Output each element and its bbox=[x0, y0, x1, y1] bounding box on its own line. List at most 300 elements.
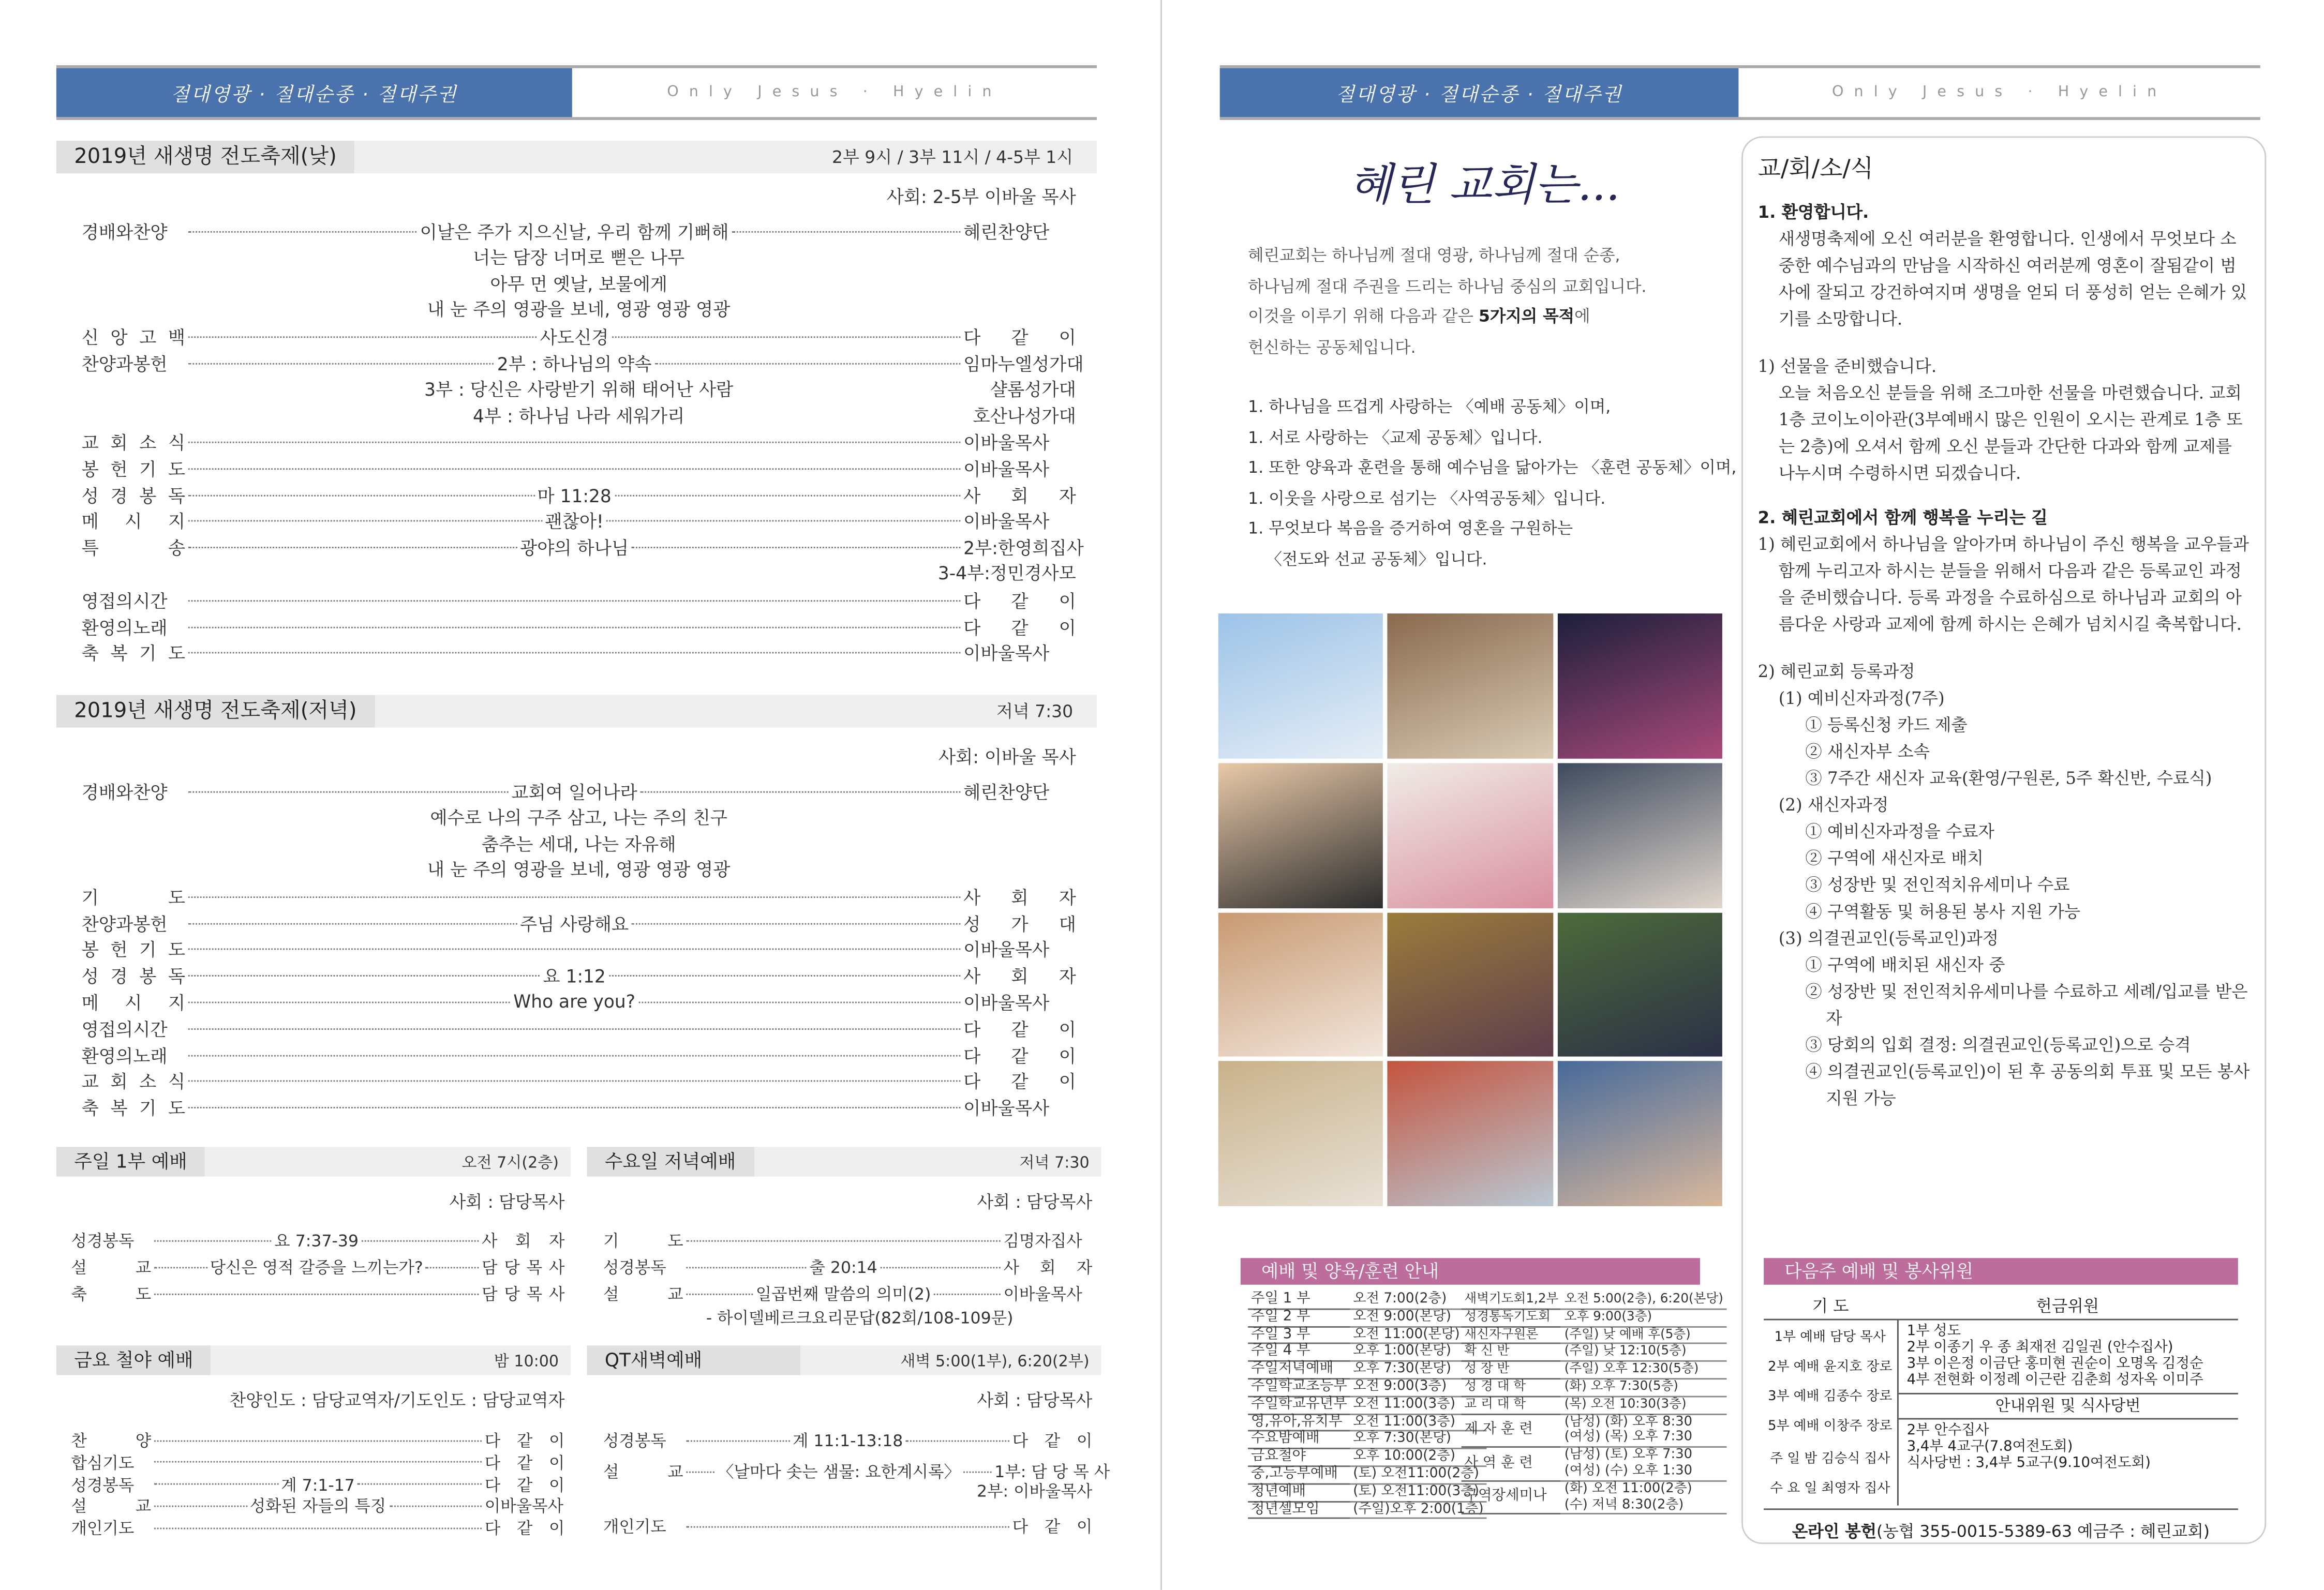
row-right: 다 같 이 bbox=[484, 1431, 565, 1451]
row-center: 교회여 일어나라 bbox=[511, 782, 637, 803]
row-label: 경배와찬양 bbox=[81, 221, 168, 243]
schedule-time: (여성) (목) 오후 7:30 bbox=[1561, 1431, 1726, 1447]
order-row bbox=[82, 778, 1076, 805]
purpose-item: 1. 또한 양육과 훈련을 통해 예수님을 닮아가는 〈훈련 공동체〉이며, bbox=[1248, 458, 1737, 477]
row-center: 사도신경 bbox=[540, 327, 609, 348]
order-row bbox=[82, 587, 1076, 614]
row-right: 혜린찬양단 bbox=[963, 782, 1050, 803]
schedule-label: 새벽기도회1,2부 bbox=[1462, 1292, 1561, 1309]
row-right: 이바울목사 bbox=[963, 459, 1050, 480]
leader-dots bbox=[358, 1483, 482, 1485]
course-step: ③ 7주간 새신자 교육(환영/구원론, 5주 확신반, 수료식) bbox=[1805, 769, 2212, 789]
row-middle bbox=[185, 1081, 963, 1082]
row-middle bbox=[151, 1228, 482, 1252]
leader-dots bbox=[188, 362, 494, 364]
row-right: 사 회 자 bbox=[963, 966, 1076, 987]
purpose-item: 〈전도와 선교 공동체〉입니다. bbox=[1265, 549, 1487, 568]
leader-dots bbox=[906, 1439, 1009, 1441]
prayer-item: 2부 예배 윤지호 장로 bbox=[1768, 1360, 1893, 1375]
row-middle bbox=[185, 1107, 963, 1108]
leader-dots bbox=[686, 1266, 806, 1268]
schedule-time: (주일)오후 2:00(1층) bbox=[1350, 1501, 1486, 1519]
schedule-row bbox=[1462, 1481, 1726, 1497]
leader-dots bbox=[686, 1439, 789, 1441]
row-center: 요 1:12 bbox=[543, 966, 606, 987]
row-label: 축 복 기 도 bbox=[81, 1098, 186, 1119]
leader-text: 사회: 2-5부 이바울 목사 bbox=[886, 186, 1076, 208]
roster-heading: 다음주 예배 및 봉사위원 bbox=[1764, 1258, 2238, 1285]
row-center: 마 11:28 bbox=[537, 485, 612, 506]
schedule-label: 성경통독기도회 bbox=[1462, 1309, 1561, 1326]
row-right: 이바울목사 bbox=[963, 993, 1050, 1014]
usher-header: 안내위원 및 식사당번 bbox=[1898, 1393, 2238, 1420]
wednesday-heading bbox=[587, 1147, 1101, 1176]
course-step: ② 새신자부 소속 bbox=[1805, 742, 1930, 762]
row-right: 혜린찬양단 bbox=[963, 221, 1050, 243]
row-label: 특 송 bbox=[81, 538, 186, 559]
order-row bbox=[82, 883, 1076, 910]
leader-dots bbox=[640, 790, 961, 792]
course-title: (1) 예비신자과정(7주) bbox=[1778, 689, 1945, 709]
news-paragraph: 1) 혜린교회에서 하나님을 알아가며 하나님이 주신 행복을 교우들과 함께 누리고자 하시는 분들을 위해서 다음과 같은 등록교인 과정을 준비했습니다. 등록 과정을 수료하심으로 하나님과 교회의 아름다운 사랑과 교제에 함께 하시는 은혜가 넘치시길 축복합니다. bbox=[1757, 535, 2249, 635]
section-title: QT새벽예배 bbox=[587, 1345, 800, 1375]
row-right: 3-4부:정민경사모 bbox=[937, 563, 1076, 584]
course-title: (2) 새신자과정 bbox=[1778, 796, 1889, 815]
sunday-first-heading bbox=[56, 1147, 571, 1176]
schedule-label: 금요철야 bbox=[1248, 1449, 1350, 1466]
schedule-label: 성 장 반 bbox=[1462, 1361, 1561, 1379]
row-label: 성 경 봉 독 bbox=[81, 966, 186, 987]
offering-item bbox=[1907, 1372, 2229, 1389]
row-middle bbox=[683, 1429, 1012, 1452]
row-label: 축 복 기 도 bbox=[81, 643, 186, 665]
row-right: 다 같 이 bbox=[484, 1475, 565, 1495]
row-right: 김명자집사 bbox=[1003, 1231, 1082, 1251]
sanctuary-service-photo bbox=[1388, 613, 1553, 758]
course-step: ② 성장반 및 전인적치유세미나를 수료하고 세례/입교를 받은자 bbox=[1805, 982, 2248, 1029]
schedule-label: 주일저녁예배 bbox=[1248, 1361, 1350, 1379]
row-middle bbox=[185, 535, 963, 560]
order-row bbox=[603, 1427, 1092, 1454]
row-center: Who are you? bbox=[513, 992, 635, 1013]
prayer-item: 3부 예배 김종수 장로 bbox=[1768, 1390, 1893, 1405]
leader-dots bbox=[188, 1001, 511, 1003]
row-right: 다 같 이 bbox=[963, 1072, 1076, 1093]
row-center: 〈날마다 솟는 샘물: 요한계시록〉 bbox=[717, 1462, 960, 1482]
row-center: 주님 사랑해요 bbox=[520, 913, 629, 935]
leader-dots bbox=[934, 1293, 1001, 1295]
row-center: 이날은 주가 지으신날, 우리 함께 기뻐해 bbox=[420, 221, 729, 243]
row-middle bbox=[185, 963, 963, 988]
friday-heading bbox=[56, 1345, 571, 1375]
leader-dots bbox=[188, 494, 534, 496]
row-middle bbox=[185, 508, 963, 534]
prayer-item: 수 요 일 최영자 집사 bbox=[1770, 1481, 1890, 1497]
leader-dots bbox=[609, 975, 961, 977]
row-right: 사 회 자 bbox=[963, 887, 1076, 908]
row-right: 임마누엘성가대 bbox=[963, 353, 1084, 374]
schedule-label: 구역장세미나 bbox=[1462, 1481, 1561, 1514]
leader-dots bbox=[188, 922, 517, 924]
motto-english: Only Jesus · Hyelin bbox=[667, 84, 1002, 101]
row-right: 다 같 이 bbox=[963, 327, 1076, 348]
row-middle bbox=[185, 652, 963, 654]
section-title: 수요일 저녁예배 bbox=[587, 1147, 753, 1176]
section-time: 2부 9시 / 3부 11시 / 4-5부 1시 bbox=[832, 146, 1074, 168]
news-title: 교/회/소/식 bbox=[1757, 154, 1874, 183]
schedule-row bbox=[1248, 1483, 1486, 1501]
row-right: 담 당 목 사 bbox=[482, 1284, 565, 1304]
schedule-row bbox=[1462, 1326, 1726, 1344]
row-label: 기 도 bbox=[603, 1231, 683, 1251]
leader-dots bbox=[188, 520, 542, 522]
row-label: 개인기도 bbox=[71, 1519, 135, 1539]
leader-dots bbox=[686, 1293, 753, 1295]
offering-part: 1부 bbox=[1906, 1323, 1930, 1340]
leader-dots bbox=[154, 1462, 482, 1463]
schedule-time: (주일) 낮 12:10(5층) bbox=[1561, 1344, 1726, 1361]
outdoor-group-photo bbox=[1557, 912, 1722, 1057]
leader-dots bbox=[154, 1505, 247, 1507]
row-label: 메 시 지 bbox=[81, 993, 186, 1014]
five-purposes-emphasis: 5가지의 목적 bbox=[1478, 307, 1575, 326]
church-news bbox=[1758, 156, 2250, 1113]
row-right: 사 회 자 bbox=[1003, 1258, 1093, 1278]
row-middle bbox=[185, 482, 963, 507]
row-right: 호산나성가대 bbox=[973, 405, 1076, 426]
row-center: 계 7:1-17 bbox=[281, 1475, 355, 1495]
schedule-time: 오전 11:00(3층) bbox=[1350, 1414, 1486, 1431]
course-step: ③ 성장반 및 전인적치유세미나 수료 bbox=[1805, 876, 2070, 895]
section-title: 주일 1부 예배 bbox=[56, 1147, 205, 1176]
intro-line: 헌신하는 공동체입니다. bbox=[1248, 337, 1416, 356]
row-label: 찬양과봉헌 bbox=[81, 913, 168, 935]
leader-dots bbox=[154, 1527, 482, 1529]
row-label: 기 도 bbox=[81, 887, 186, 908]
order-row bbox=[82, 482, 1076, 508]
leader-dots bbox=[426, 1266, 479, 1268]
row-label: 교 회 소 식 bbox=[81, 432, 186, 454]
order-row bbox=[603, 1227, 1092, 1254]
intro-line: 혜린교회는 하나님께 절대 영광, 하나님께 절대 순종, bbox=[1248, 246, 1620, 265]
women-autumn-photo bbox=[1388, 912, 1553, 1057]
row-label: 신 앙 고 백 bbox=[81, 327, 186, 348]
schedule-label: 주일학교유년부 bbox=[1248, 1396, 1350, 1414]
row-middle bbox=[185, 219, 963, 244]
schedule-label: 제 자 훈 련 bbox=[1462, 1414, 1561, 1447]
row-label: 봉 헌 기 도 bbox=[81, 940, 186, 961]
leader-dots bbox=[188, 468, 961, 469]
schedule-row bbox=[1248, 1292, 1486, 1309]
section-time: 새벽 5:00(1부), 6:20(2부) bbox=[900, 1352, 1090, 1370]
schedule-row bbox=[1462, 1309, 1726, 1326]
continuation-line: 너는 담장 너머로 뻗은 나무 bbox=[473, 247, 685, 268]
schedule-row bbox=[1248, 1326, 1486, 1344]
row-right: 이바울목사 bbox=[963, 432, 1050, 454]
schedule-label: 교 리 대 학 bbox=[1462, 1396, 1561, 1414]
schedule-time: (여성) (수) 오후 1:30 bbox=[1561, 1464, 1726, 1480]
row-label: 성경봉독 bbox=[71, 1231, 135, 1251]
schedule-time: (주일) 오후 12:30(5층) bbox=[1561, 1361, 1726, 1379]
leader-dots bbox=[612, 336, 960, 337]
row-label: 봉 헌 기 도 bbox=[81, 459, 186, 480]
leader-dots bbox=[880, 1266, 1000, 1268]
course-step: ① 구역에 배치된 새신자 중 bbox=[1805, 955, 2005, 976]
prayer-item: 5부 예배 이창주 장로 bbox=[1768, 1419, 1893, 1435]
schedule-table-left bbox=[1248, 1292, 1486, 1519]
order-row bbox=[82, 989, 1076, 1016]
order-row bbox=[603, 1513, 1092, 1540]
order-row bbox=[82, 1015, 1076, 1042]
row-middle bbox=[185, 599, 963, 601]
course-step: ③ 당회의 입회 결정: 의결권교인(등록교인)으로 승격 bbox=[1805, 1036, 2191, 1055]
course-step: ① 등록신청 카드 제출 bbox=[1805, 715, 1968, 735]
order-row bbox=[82, 429, 1076, 456]
row-middle bbox=[185, 351, 963, 376]
row-right: 다 같 이 bbox=[1012, 1517, 1093, 1537]
motto-banner: 절대영광 · 절대순종 · 절대주권 bbox=[1220, 68, 1739, 117]
sermon-subtitle: - 하이델베르크요리문답(82회/108-109문) bbox=[706, 1308, 1014, 1328]
row-center: 일곱번째 말씀의 의미(2) bbox=[755, 1284, 931, 1304]
leader-dots bbox=[638, 1001, 961, 1003]
roster-table bbox=[1764, 1292, 2238, 1542]
order-row bbox=[82, 1068, 1076, 1095]
order-row bbox=[71, 1227, 565, 1254]
row-right: 다 같 이 bbox=[1012, 1431, 1093, 1451]
order-row bbox=[82, 613, 1076, 640]
qt-dawn-heading bbox=[587, 1345, 1101, 1375]
row-right: 이바울목사 bbox=[963, 940, 1050, 961]
row-middle bbox=[185, 441, 963, 443]
leader-dots bbox=[154, 1266, 207, 1268]
section-time: 저녁 7:30 bbox=[1019, 1153, 1090, 1172]
news-subheading: 2) 혜린교회 등록과정 bbox=[1757, 662, 1915, 682]
schedule-row bbox=[1462, 1414, 1726, 1430]
order-row bbox=[71, 1514, 565, 1541]
continuation-line: 4부 : 하나님 나라 세워가리 bbox=[473, 405, 685, 426]
row-right: 성 가 대 bbox=[963, 913, 1076, 935]
row-label: 환영의노래 bbox=[81, 617, 168, 638]
row-right: 다 같 이 bbox=[963, 1045, 1076, 1067]
online-offering: 온라인 봉헌(농협 355-0015-5389-63 예금주 : 혜린교회) bbox=[1764, 1508, 2238, 1542]
schedule-time: (화) 오후 7:30(5층) bbox=[1561, 1379, 1726, 1397]
leader-dots bbox=[188, 1107, 961, 1108]
offering-names: 이은정 이금단 홍미현 권순이 오명옥 김정순 bbox=[1933, 1356, 2203, 1372]
news-heading: 1. 환영합니다. bbox=[1757, 203, 1869, 222]
leader-dots bbox=[963, 1471, 992, 1472]
order-row bbox=[82, 218, 1076, 245]
order-row bbox=[603, 1254, 1092, 1281]
schedule-time: 오전 9:00(본당) bbox=[1350, 1309, 1486, 1326]
schedule-time: 오후 9:00(3층) bbox=[1561, 1309, 1726, 1326]
continuation-line: 춤추는 세대, 나는 자유해 bbox=[481, 833, 676, 854]
schedule-time: (화) 오전 11:00(2층) bbox=[1564, 1481, 1692, 1496]
row-label: 설 교 bbox=[71, 1497, 152, 1517]
youth-group-photo bbox=[1557, 763, 1722, 908]
three-girls-photo bbox=[1218, 912, 1383, 1057]
news-heading: 2. 혜린교회에서 함께 행복을 누리는 길 bbox=[1757, 508, 2048, 528]
course-step: ④ 의결권교인(등록교인)이 된 후 공동의회 투표 및 모든 봉사 지원 가능 bbox=[1805, 1062, 2250, 1108]
schedule-table-right bbox=[1462, 1292, 1726, 1515]
day-service-heading bbox=[56, 141, 1097, 173]
order-row bbox=[82, 936, 1076, 963]
leader-dots bbox=[389, 1505, 482, 1507]
leader-dots bbox=[607, 520, 961, 522]
row-right: 이바울목사 bbox=[963, 1098, 1050, 1119]
schedule-time: 오후 7:30(본당) bbox=[1350, 1431, 1486, 1449]
row-middle bbox=[185, 778, 963, 804]
schedule-time: 오전 5:00(2층), 6:20(본당) bbox=[1561, 1292, 1726, 1309]
row-label: 합심기도 bbox=[71, 1453, 135, 1473]
row-right: 다 같 이 bbox=[963, 1019, 1076, 1040]
course-step: ① 예비신자과정을 수료자 bbox=[1805, 822, 1994, 842]
leader-text: 찬양인도 : 담당교역자/기도인도 : 담당교역자 bbox=[229, 1390, 565, 1411]
offering-item bbox=[1907, 1356, 2229, 1372]
evening-service-heading bbox=[56, 695, 1097, 728]
order-row bbox=[603, 1280, 1092, 1307]
section-time: 오전 7시(2층) bbox=[461, 1153, 559, 1172]
row-label: 성경봉독 bbox=[71, 1475, 135, 1495]
prayer-header: 기 도 bbox=[1812, 1296, 1849, 1316]
row-right: 사 회 자 bbox=[963, 485, 1076, 506]
order-row bbox=[82, 323, 1076, 350]
schedule-row bbox=[1248, 1449, 1486, 1466]
selfie-women-photo bbox=[1388, 1061, 1553, 1206]
leader-dots bbox=[188, 790, 509, 792]
schedule-label: 새신자구원론 bbox=[1462, 1326, 1561, 1344]
row-middle bbox=[683, 1255, 1004, 1279]
three-women-smiling-photo bbox=[1557, 1061, 1722, 1206]
offering-names: 전현화 이정례 이근란 김춘희 성자옥 이미주 bbox=[1933, 1372, 2203, 1389]
row-center: 2부 : 하나님의 약속 bbox=[497, 353, 652, 374]
schedule-time: 오전 11:00(3층) bbox=[1350, 1396, 1486, 1414]
order-row bbox=[71, 1254, 565, 1281]
row-right: 다 같 이 bbox=[963, 591, 1076, 612]
schedule-label: 청년셀모임 bbox=[1248, 1501, 1350, 1519]
intro-text bbox=[1248, 242, 1737, 575]
row-right: 샬롬성가대 bbox=[990, 379, 1076, 400]
row-middle bbox=[185, 896, 963, 897]
row-label: 설 교 bbox=[603, 1462, 683, 1482]
schedule-time: 오후 7:30(본당) bbox=[1350, 1361, 1486, 1379]
prayer-item: 1부 예배 담당 목사 bbox=[1774, 1330, 1886, 1346]
leader-text: 사회 : 담당목사 bbox=[449, 1191, 565, 1212]
course-step: ④ 구역활동 및 허용된 봉사 지원 가능 bbox=[1805, 902, 2081, 922]
row-middle bbox=[151, 1527, 485, 1529]
schedule-row bbox=[1248, 1396, 1486, 1414]
schedule-row bbox=[1462, 1447, 1726, 1464]
schedule-label: 주일 4 부 bbox=[1248, 1344, 1350, 1361]
row-middle bbox=[185, 1054, 963, 1056]
children-photo bbox=[1218, 763, 1383, 908]
schedule-time: (수) 저녁 8:30(2층) bbox=[1561, 1497, 1726, 1514]
schedule-row bbox=[1248, 1309, 1486, 1326]
schedule-label: 주일 2 부 bbox=[1248, 1309, 1350, 1326]
schedule-row bbox=[1248, 1501, 1486, 1519]
schedule-label: 성 경 대 학 bbox=[1462, 1379, 1561, 1397]
order-row bbox=[82, 508, 1076, 535]
row-middle bbox=[683, 1239, 1004, 1241]
row-middle bbox=[185, 910, 963, 936]
leader-dots bbox=[188, 336, 537, 337]
leader-dots bbox=[188, 1054, 961, 1056]
row-label: 찬 양 bbox=[71, 1431, 152, 1451]
row-right: 다 같 이 bbox=[963, 617, 1076, 638]
offering-part: 4부 bbox=[1906, 1372, 1930, 1389]
worship-band-photo bbox=[1557, 613, 1722, 758]
continuation-line: 3부 : 당신은 사랑받기 위해 태어난 사람 bbox=[424, 379, 734, 400]
leader-dots bbox=[154, 1239, 272, 1241]
offering-item bbox=[1907, 1323, 2229, 1340]
leader-text: 사회 : 담당목사 bbox=[977, 1390, 1093, 1411]
row-label: 성 경 봉 독 bbox=[81, 485, 186, 506]
row-middle bbox=[185, 949, 963, 950]
leader-dots bbox=[188, 599, 961, 601]
offering-item bbox=[1907, 1340, 2229, 1356]
motto-banner: 절대영광 · 절대순종 · 절대주권 bbox=[56, 68, 572, 117]
leader-dots bbox=[614, 494, 960, 496]
choir-singers-photo bbox=[1388, 763, 1553, 908]
row-label: 축 도 bbox=[71, 1284, 152, 1304]
row-middle bbox=[185, 324, 963, 349]
motto-english: Only Jesus · Hyelin bbox=[1831, 84, 2167, 101]
row-center: 성화된 자들의 특징 bbox=[249, 1497, 386, 1517]
section-time: 저녁 7:30 bbox=[996, 701, 1074, 722]
corn-harvest-photo bbox=[1218, 1061, 1383, 1206]
row-middle bbox=[185, 626, 963, 627]
section-title: 2019년 새생명 전도축제(낮) bbox=[56, 141, 354, 173]
row-middle bbox=[151, 1293, 482, 1295]
schedule-label: 주일 1 부 bbox=[1248, 1292, 1350, 1309]
offering-part: 3부 bbox=[1906, 1356, 1930, 1372]
schedule-time: (토) 오전11:00(3층) bbox=[1350, 1483, 1486, 1501]
row-label: 영접의시간 bbox=[81, 591, 168, 612]
order-row bbox=[82, 963, 1076, 989]
row-label: 설 교 bbox=[71, 1258, 152, 1278]
offering-list bbox=[1897, 1319, 2238, 1506]
schedule-row bbox=[1248, 1431, 1486, 1449]
row-middle bbox=[683, 1282, 1004, 1306]
usher-item: 2부 안수집사 bbox=[1906, 1422, 1989, 1439]
leader-dots bbox=[686, 1525, 1009, 1527]
schedule-time: (남성) (화) 오후 8:30 bbox=[1564, 1414, 1693, 1430]
schedule-row bbox=[1462, 1379, 1726, 1397]
schedule-label: 영,유아,유치부 bbox=[1248, 1414, 1350, 1431]
row-label: 환영의노래 bbox=[81, 1045, 168, 1067]
schedule-row bbox=[1248, 1379, 1486, 1397]
leader-dots bbox=[188, 975, 540, 977]
section-title: 금요 철야 예배 bbox=[56, 1345, 211, 1375]
leader-dots bbox=[686, 1239, 1000, 1241]
schedule-time: 오전 11:00(본당) bbox=[1350, 1326, 1486, 1344]
schedule-row bbox=[1462, 1344, 1726, 1361]
row-center: 요 7:37-39 bbox=[274, 1231, 359, 1251]
purpose-item: 1. 무엇보다 복음을 증거하여 영혼을 구원하는 bbox=[1248, 518, 1573, 538]
row-middle bbox=[185, 992, 963, 1013]
section-title: 2019년 새생명 전도축제(저녁) bbox=[56, 695, 375, 728]
schedule-time: 오후 1:00(본당) bbox=[1350, 1344, 1486, 1361]
row-right: 이바울목사 bbox=[963, 512, 1050, 533]
news-paragraph: 오늘 처음오신 분들을 위해 조그마한 선물을 마련했습니다. 교회 1층 코이노이아관(3부예배시 많은 인원이 오시는 관계로 1층 또는 2층)에 오셔서 함께 오신 분들과 간단한 다과와 함께 교제를 나누시며 수령하시면 되겠습니다. bbox=[1778, 383, 2243, 483]
leader-dots bbox=[188, 1081, 961, 1082]
row-label: 설 교 bbox=[603, 1284, 683, 1304]
offering-names: 이종기 우 종 최재전 김일권 (안수집사) bbox=[1933, 1339, 2173, 1356]
schedule-row bbox=[1462, 1361, 1726, 1379]
schedule-time: 오전 9:00(3층) bbox=[1350, 1379, 1486, 1397]
leader-dots bbox=[188, 949, 961, 950]
course-step: ② 구역에 새신자로 배치 bbox=[1805, 849, 1984, 868]
order-row bbox=[82, 910, 1076, 937]
